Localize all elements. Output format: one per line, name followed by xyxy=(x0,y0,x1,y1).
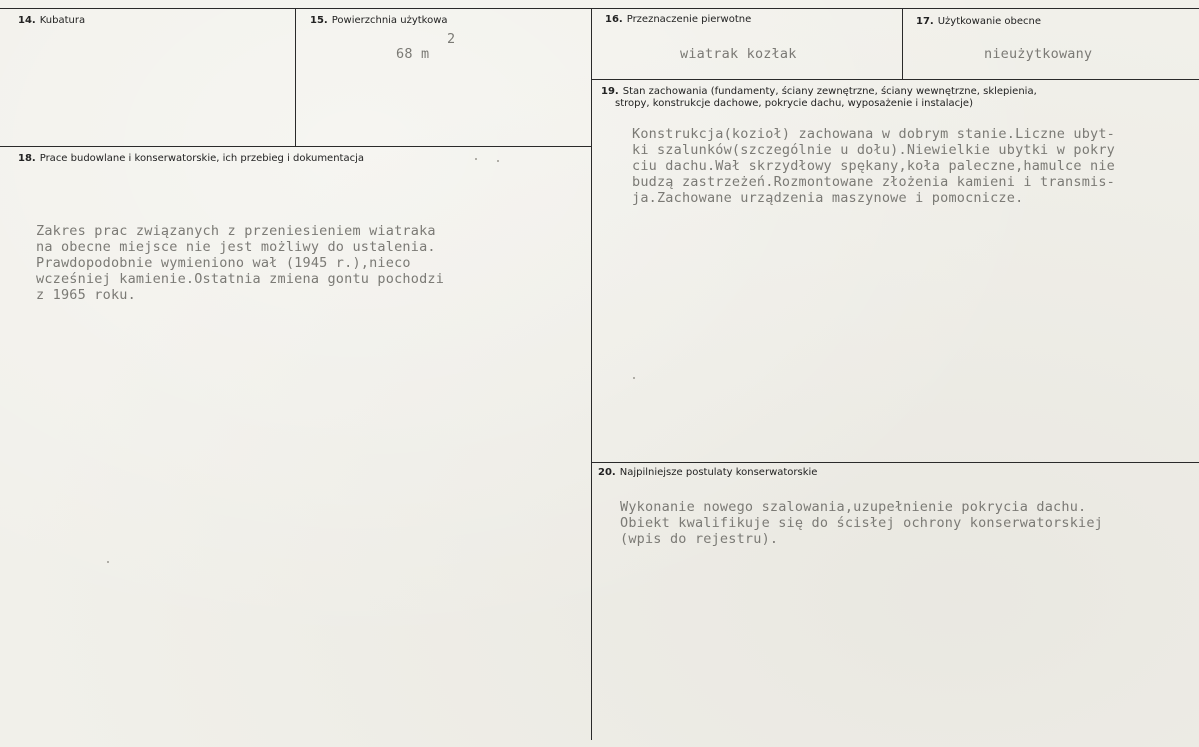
field-19-label-line-1 xyxy=(601,86,1037,98)
field-19-text-line-5: ja.Zachowane urządzenia maszynowe i pomocnicze. xyxy=(632,190,1024,206)
field-19-title: Stan zachowania (fundamenty, ściany zewnętrzne, ściany wewnętrzne, sklepienia, xyxy=(622,86,1037,97)
field-15-label xyxy=(310,15,448,27)
paper-speck xyxy=(633,377,635,379)
field-18-title: Prace budowlane i konserwatorskie, ich przebieg i dokumentacja xyxy=(39,153,365,164)
field-17-title: Użytkowanie obecne xyxy=(937,16,1042,27)
field-14-label xyxy=(18,15,85,27)
row-divider-20 xyxy=(591,462,1199,463)
field-15-number: 15. xyxy=(310,15,328,26)
field-19-label-line-2: stropy, konstrukcje dachowe, pokrycie dachu, wyposażenie i instalacje) xyxy=(615,98,973,109)
field-17-value: nieużytkowany xyxy=(984,46,1093,62)
field-16-number: 16. xyxy=(605,14,623,25)
field-16-value: wiatrak kozłak xyxy=(680,46,797,62)
field-19-text-line-4: budzą zastrzeżeń.Rozmontowane złożenia kamieni i transmis- xyxy=(632,174,1116,190)
field-20-text-line-3: (wpis do rejestru). xyxy=(620,531,779,547)
field-20-label xyxy=(598,467,817,479)
field-15-superscript: 2 xyxy=(447,31,456,47)
field-19-text-line-2: ki szalunków(szczególnie u dołu).Niewielkie ubytki w pokry xyxy=(632,142,1116,158)
field-17-label xyxy=(916,16,1041,28)
field-14-title: Kubatura xyxy=(39,15,86,26)
col-divider-14-15 xyxy=(295,8,296,146)
field-17-number: 17. xyxy=(916,16,934,27)
field-16-label xyxy=(605,14,751,26)
paper-speck xyxy=(475,158,477,160)
field-15-value: 68 m xyxy=(396,46,430,62)
top-border xyxy=(0,8,1199,9)
field-15-title: Powierzchnia użytkowa xyxy=(331,15,448,26)
field-20-text-line-2: Obiekt kwalifikuje się do ścisłej ochrony konserwatorskiej xyxy=(620,515,1104,531)
field-16-title: Przeznaczenie pierwotne xyxy=(626,14,752,25)
field-18-text-line-1: Zakres prac związanych z przeniesieniem wiatraka xyxy=(36,223,436,239)
field-18-text-line-5: z 1965 roku. xyxy=(36,287,136,303)
col-divider-16-17 xyxy=(902,8,903,79)
field-20-text-line-1: Wykonanie nowego szalowania,uzupełnienie pokrycia dachu. xyxy=(620,499,1087,515)
field-18-text-line-4: wcześniej kamienie.Ostatnia zmiena gontu pochodzi xyxy=(36,271,445,287)
paper-speck xyxy=(497,160,499,162)
row1-divider-left xyxy=(0,146,591,147)
field-14-number: 14. xyxy=(18,15,36,26)
field-20-title: Najpilniejsze postulaty konserwatorskie xyxy=(619,467,818,478)
field-19-text-line-3: ciu dachu.Wał skrzydłowy spękany,koła paleczne,hamulce nie xyxy=(632,158,1116,174)
paper-speck xyxy=(107,561,109,563)
field-18-number: 18. xyxy=(18,153,36,164)
field-19-text-line-1: Konstrukcja(kozioł) zachowana w dobrym stanie.Liczne ubyt- xyxy=(632,126,1116,142)
field-18-label xyxy=(18,153,364,165)
field-20-number: 20. xyxy=(598,467,616,478)
col-divider-main xyxy=(591,8,592,740)
field-19-number: 19. xyxy=(601,86,619,97)
field-18-text-line-2: na obecne miejsce nie jest możliwy do ustalenia. xyxy=(36,239,436,255)
row1-divider-right xyxy=(591,79,1199,80)
field-18-text-line-3: Prawdopodobnie wymieniono wał (1945 r.),nieco xyxy=(36,255,411,271)
